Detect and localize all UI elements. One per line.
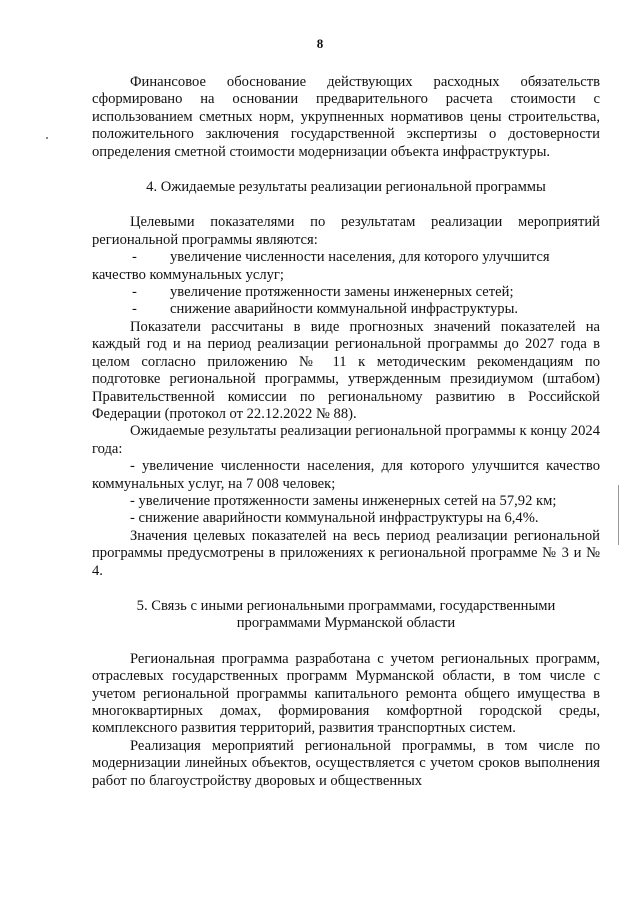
list-dash: - [132,284,137,301]
page-number: 8 [316,36,324,51]
list-dash: - [132,301,137,318]
section-5-heading-line-2: программами Мурманской области [236,615,456,632]
paragraph-program-development: Региональная программа разработана с учетом региональных программ, отраслевых государственных программ Мурманской области, в том числе с учетом региональной программы капитального ремонта общего имущества в многоквартирных домах, формирования комфортной городской среды, комплексного развития территорий, развития транспортных систем. [92,650,600,737]
paragraph-indicators-calculation: Показатели рассчитаны в виде прогнозных значений показателей на каждый год и на период реализации региональной программы до 2027 года в целом согласно приложению № 11 к методическим рекомендациям по подготовке региональной программы, утвержденным президиумом (штабом) Правительственной комиссии по региональному развитию в Российской Федерации (протокол от 22.12.2022 № 88). [92,318,600,422]
target-indicators-list [92,249,600,319]
section-5-heading-line-1: 5. Связь с иными региональными программами, государственными [136,597,556,614]
list-item: - снижение аварийности коммунальной инфраструктуры на 6,4%. [130,510,539,527]
list-item [92,284,600,301]
list-item-text: увеличение протяженности замены инженерных сетей; [170,284,514,301]
paragraph-program-implementation: Реализация мероприятий региональной программы, в том числе по модернизации линейных объектов, осуществляется с учетом сроков выполнения работ по благоустройству дворовых и общественных [92,737,600,789]
list-dash: - [132,249,137,266]
paragraph-target-indicators: Целевыми показателями по результатам реализации мероприятий региональной программы являются: [92,214,600,248]
paragraph-financial-justification: Финансовое обоснование действующих расходных обязательств сформировано на основании предварительного расчета стоимости с использованием сметных норм, укрупненных нормативов цены строительства, положительного заключения государственной экспертизы о достоверности определения сметной стоимости модернизации объекта инфраструктуры. [92,74,600,160]
paragraph-indicator-values: Значения целевых показателей на весь период реализации региональной программы предусмотрены в приложениях к региональной программе № 3 и № 4. [92,527,600,579]
expected-results-list [92,458,600,528]
list-item-continuation: качество коммунальных услуг; [92,266,284,283]
list-item-text: снижение аварийности коммунальной инфраструктуры. [170,301,519,318]
scan-dot [46,137,48,139]
document-body [92,74,600,790]
section-4-heading: 4. Ожидаемые результаты реализации региональной программы [146,179,546,196]
list-item [92,249,600,266]
list-item: - увеличение протяженности замены инженерных сетей на 57,92 км; [130,492,557,509]
list-item-text: увеличение численности населения, для которого улучшится [170,249,550,266]
paragraph-expected-results: Ожидаемые результаты реализации региональной программы к концу 2024 года: [92,423,600,457]
list-item [92,301,600,318]
margin-scan-mark [618,485,619,545]
list-item: - увеличение численности населения, для которого улучшится качество коммунальных услуг, на 7 008 человек; [92,458,600,492]
